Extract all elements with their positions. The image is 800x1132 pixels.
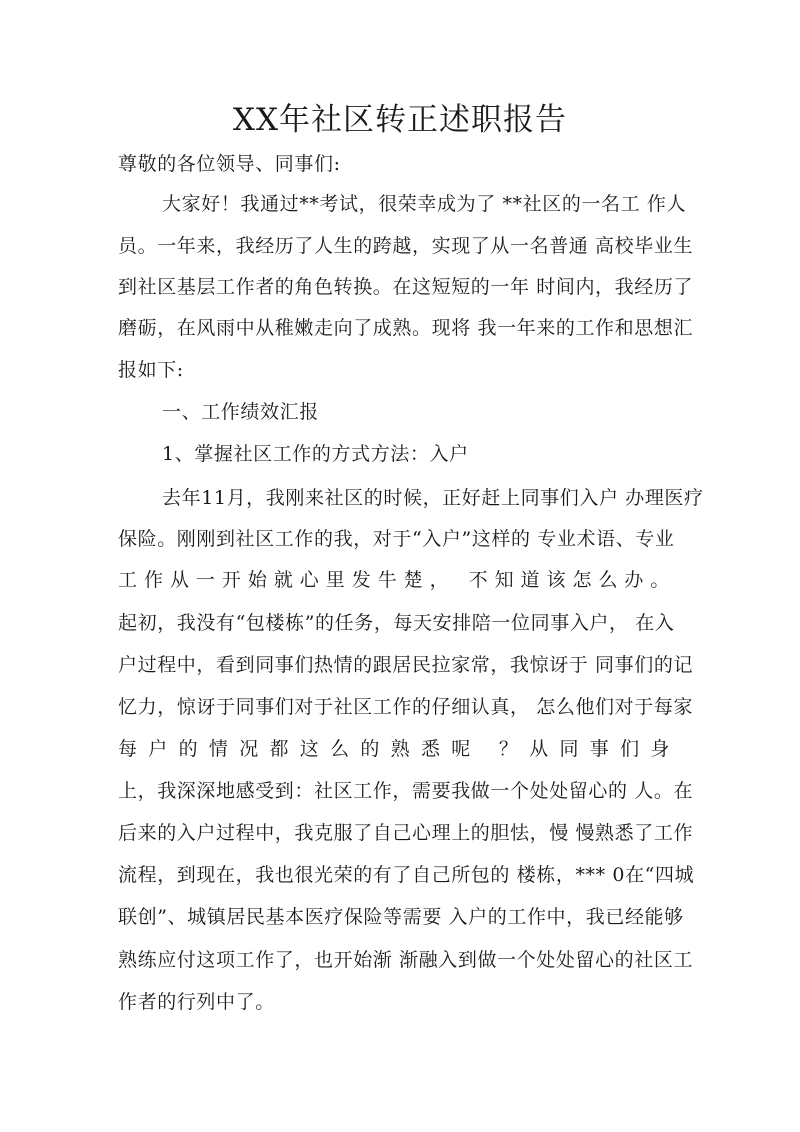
paragraph-line: 去年11月，我刚来社区的时候，正好赶上同事们入户 办理医疗 [162, 487, 704, 509]
document-title: XX年社区转正述职报告 [232, 102, 568, 138]
salutation: 尊敬的各位领导、同事们: [118, 153, 341, 175]
paragraph-line: 户过程中，看到同事们热情的跟居民拉家常，我惊讶于 同事们的记 [118, 654, 694, 676]
paragraph-line: 保险。刚刚到社区工作的我，对于“入户”这样的 专业术语、专业 [118, 528, 675, 550]
paragraph-line: 磨砺，在风雨中从稚嫩走向了成熟。现将 我一年来的工作和思想汇 [118, 317, 694, 339]
paragraph-line: 报如下: [118, 359, 184, 381]
section-heading: 一、工作绩效汇报 [162, 401, 319, 423]
paragraph-line: 每户的情况都这么的熟悉呢 ？从同事们身 [118, 738, 670, 760]
paragraph-line: 忆力，惊讶于同事们对于社区工作的仔细认真， 怎么他们对于每家 [118, 696, 694, 718]
paragraph-line: 员。一年来，我经历了人生的跨越，实现了从一名普通 高校毕业生 [118, 235, 694, 257]
paragraph-line: 工作从一开始就心里发牛楚， 不知道该怎么办。 [118, 569, 670, 591]
paragraph-line: 流程，到现在，我也很光荣的有了自己所包的 楼栋，*** 0在“四城 [118, 864, 695, 886]
paragraph-line: 大家好！我通过**考试，很荣幸成为了 **社区的一名工 作人 [162, 193, 687, 215]
paragraph-line: 到社区基层工作者的角色转换。在这短短的一年 时间内，我经历了 [118, 276, 694, 298]
paragraph-line: 上，我深深地感受到：社区工作，需要我做一个处处留心的 人。在 [118, 780, 694, 802]
paragraph-line: 联创”、城镇居民基本医疗保险等需要 入户的工作中，我已经能够 [118, 906, 684, 928]
paragraph-line: 起初，我没有“包楼栋”的任务，每天安排陪一位同事入户， 在入 [118, 612, 675, 634]
paragraph-line: 后来的入户过程中，我克服了自己心理上的胆怯，慢 慢熟悉了工作 [118, 822, 694, 844]
paragraph-line: 作者的行列中了。 [118, 991, 275, 1013]
subsection-heading: 1、掌握社区工作的方式方法：入户 [162, 443, 469, 465]
paragraph-line: 熟练应付这项工作了，也开始渐 渐融入到做一个处处留心的社区工 [118, 949, 694, 971]
